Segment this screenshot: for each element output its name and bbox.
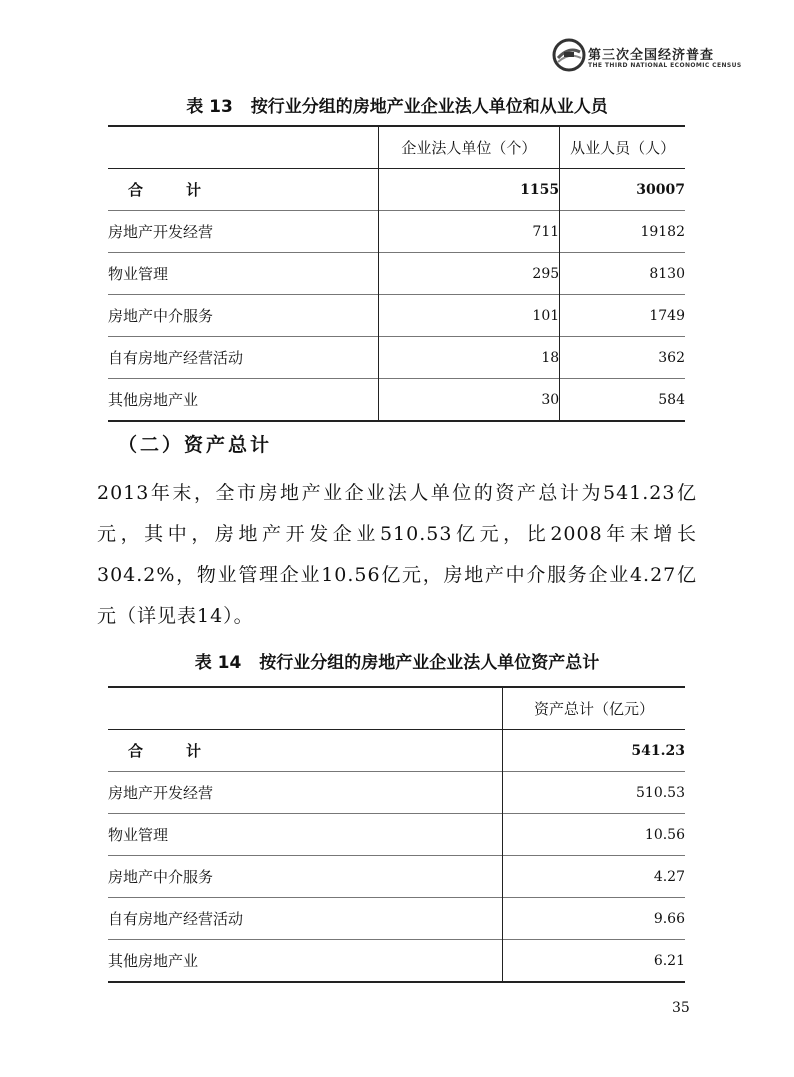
logo-chinese-text: 第三次全国经济普查 [588, 48, 715, 63]
table-14 [108, 686, 685, 983]
row-label: 房地产开发经营 [108, 223, 214, 241]
table-14-number: 表 14 [194, 653, 242, 673]
column-header-category [108, 126, 378, 169]
units-value: 30 [378, 379, 560, 422]
table-row [108, 379, 685, 422]
body-paragraph: 2013年末，全市房地产业企业法人单位的资产总计为541.23亿元，其中，房地产开发企业510.53亿元，比2008年末增长304.2%，物业管理企业10.56亿元，房地产中介服务企业4.27亿元（详见表14）。 [97, 482, 697, 627]
row-label: 其他房地产业 [108, 952, 199, 970]
table-row [108, 337, 685, 379]
row-label: 物业管理 [108, 826, 169, 844]
assets-value: 9.66 [503, 898, 685, 940]
units-value: 18 [378, 337, 560, 379]
census-emblem-icon [552, 38, 586, 72]
row-label: 合 计 [128, 742, 216, 760]
column-header-category [108, 687, 503, 730]
assets-value: 510.53 [503, 772, 685, 814]
employees-value: 19182 [560, 211, 685, 253]
employees-value: 30007 [560, 169, 685, 211]
employees-value: 362 [560, 337, 685, 379]
census-logo [552, 38, 742, 78]
row-label: 房地产开发经营 [108, 784, 214, 802]
units-value: 295 [378, 253, 560, 295]
table-row [108, 772, 685, 814]
table-row-total [108, 169, 685, 211]
page-number: 35 [672, 1000, 690, 1016]
table-row [108, 856, 685, 898]
table-row [108, 211, 685, 253]
table-row [108, 940, 685, 983]
table-13-title: 按行业分组的房地产业企业法人单位和从业人员 [250, 97, 608, 117]
column-header-units: 企业法人单位（个） [378, 126, 560, 169]
column-header-employees: 从业人员（人） [560, 126, 685, 169]
row-label: 物业管理 [108, 265, 169, 283]
table-14-title: 按行业分组的房地产业企业法人单位资产总计 [259, 653, 600, 673]
table-header-row [108, 126, 685, 169]
table-13-number: 表 13 [186, 97, 233, 117]
employees-value: 584 [560, 379, 685, 422]
column-header-assets: 资产总计（亿元） [503, 687, 685, 730]
table-13 [108, 125, 685, 422]
section-heading: （二）资产总计 [118, 434, 273, 456]
row-label: 房地产中介服务 [108, 307, 214, 325]
assets-value: 4.27 [503, 856, 685, 898]
table-row [108, 814, 685, 856]
table-14-caption [0, 648, 794, 673]
table-row [108, 253, 685, 295]
table-13-caption [0, 92, 794, 117]
table-row-total [108, 730, 685, 772]
units-value: 1155 [378, 169, 560, 211]
logo-english-text: THE THIRD NATIONAL ECONOMIC CENSUS [588, 62, 742, 69]
table-row [108, 898, 685, 940]
row-label: 自有房地产经营活动 [108, 910, 244, 928]
assets-value: 541.23 [503, 730, 685, 772]
row-label: 房地产中介服务 [108, 868, 214, 886]
employees-value: 8130 [560, 253, 685, 295]
row-label: 其他房地产业 [108, 391, 199, 409]
row-label: 自有房地产经营活动 [108, 349, 244, 367]
table-header-row [108, 687, 685, 730]
employees-value: 1749 [560, 295, 685, 337]
units-value: 101 [378, 295, 560, 337]
assets-value: 10.56 [503, 814, 685, 856]
row-label: 合 计 [128, 181, 216, 199]
table-row [108, 295, 685, 337]
units-value: 711 [378, 211, 560, 253]
assets-value: 6.21 [503, 940, 685, 983]
